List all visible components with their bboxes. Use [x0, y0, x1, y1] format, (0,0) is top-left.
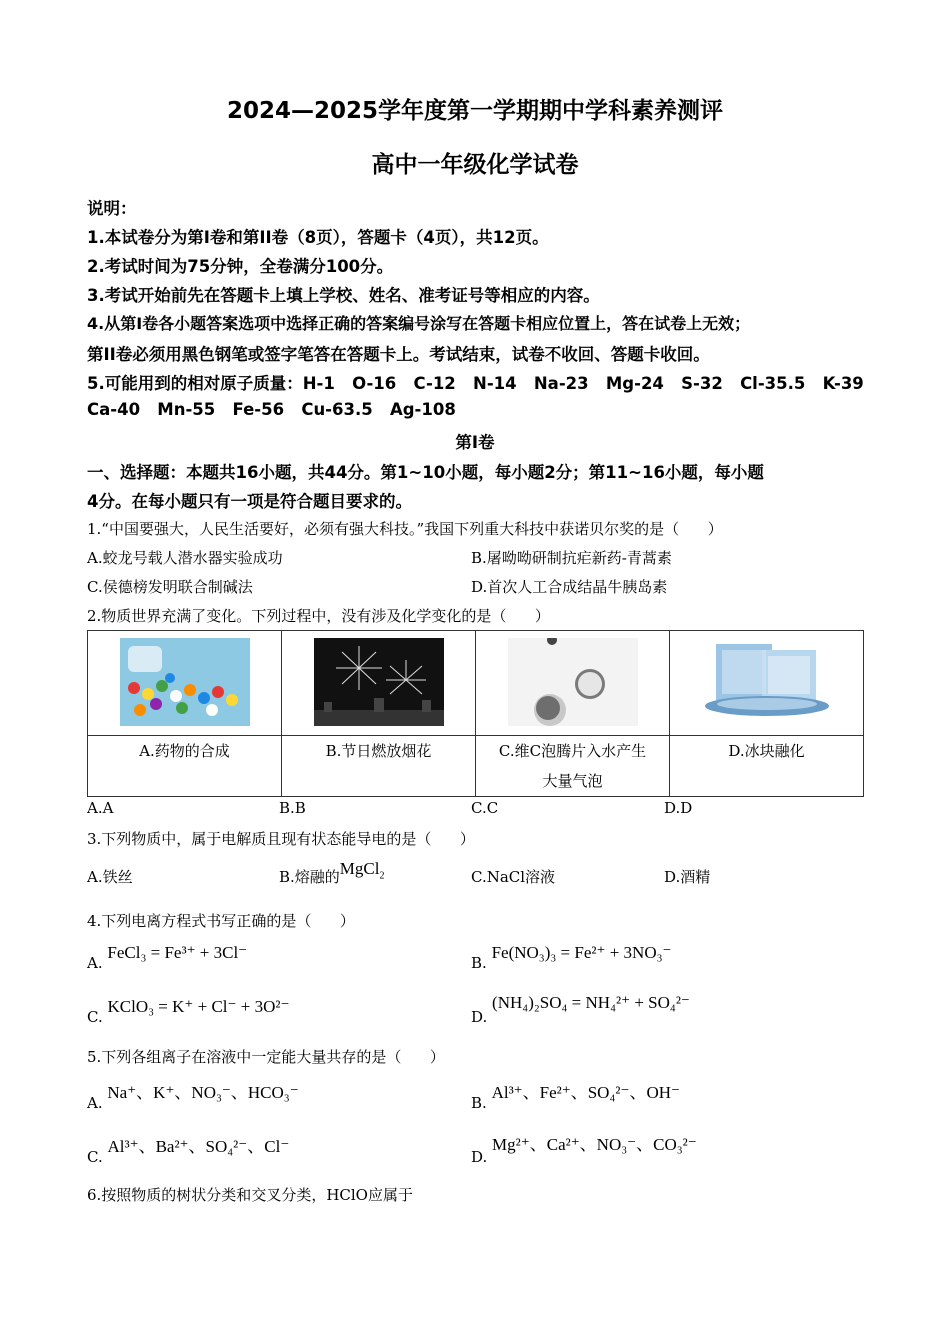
q4-option-a-label: A. — [87, 954, 103, 972]
image-cell-c — [476, 631, 670, 736]
q4-option-b-formula: Fe(NO₃)₃ = Fe²⁺ + 3NO₃⁻ — [491, 943, 672, 962]
note-item: 2.考试时间为75分钟，全卷满分100分。 — [87, 257, 394, 276]
q2-option-a: A.A — [87, 799, 114, 817]
caption-c-line1: C.维C泡腾片入水产生 — [498, 742, 647, 760]
note-item: 1.本试卷分为第I卷和第II卷（8页），答题卡（4页），共12页。 — [87, 228, 549, 247]
caption-a: A.药物的合成 — [88, 736, 282, 797]
q3-option-b-text: B.熔融的 — [279, 868, 340, 886]
q2-option-c: C.C — [471, 799, 499, 817]
image-cell-d — [670, 631, 864, 736]
q5-option-a-formula: Na⁺、K⁺、NO₃⁻、HCO₃⁻ — [107, 1083, 299, 1102]
image-cell-b — [282, 631, 476, 736]
notes-label: 说明： — [87, 199, 137, 218]
note-item: 4.从第I卷各小题答案选项中选择正确的答案编号涂写在答题卡相应位置上，答在试卷上无效； — [87, 314, 751, 333]
part1-heading: 第I卷 — [455, 433, 495, 452]
q4-option-a — [87, 943, 248, 972]
formula-text: MgCl — [339, 859, 380, 878]
q5-option-b-formula: Al³⁺、Fe²⁺、SO₄²⁻、OH⁻ — [491, 1083, 680, 1102]
q6-stem: 6.按照物质的树状分类和交叉分类，HClO应属于 — [87, 1186, 413, 1204]
q4-option-b — [471, 943, 672, 972]
q4-option-c-label: C. — [87, 1008, 103, 1026]
q5-option-d — [471, 1130, 697, 1166]
q5-option-a — [87, 1078, 299, 1112]
q1-option-d: D.首次人工合成结晶牛胰岛素 — [471, 578, 668, 596]
q4-option-d — [471, 993, 690, 1026]
q2-stem: 2.物质世界充满了变化。下列过程中，没有涉及化学变化的是（ ） — [87, 607, 550, 625]
q5-option-c — [87, 1132, 290, 1166]
caption-c-line2: 大量气泡 — [542, 772, 603, 790]
note-item: Ca-40 Mn-55 Fe-56 Cu-63.5 Ag-108 — [87, 400, 456, 419]
q4-option-d-label: D. — [471, 1008, 488, 1026]
q5-option-c-label: C. — [87, 1148, 103, 1166]
q4-option-c — [87, 997, 290, 1026]
section-instructions: 4分。在每小题只有一项是符合题目要求的。 — [87, 492, 412, 511]
q1-option-c: C.侯德榜发明联合制碱法 — [87, 578, 253, 596]
effervescent-tablet-image — [508, 638, 638, 726]
formula-subscript: 2 — [379, 870, 385, 882]
q2-option-d: D.D — [664, 799, 693, 817]
q3-option-b-formula — [339, 859, 385, 882]
q3-option-b — [279, 858, 385, 886]
caption-d: D.冰块融化 — [670, 736, 864, 797]
q4-option-a-formula: FeCl₃ = Fe³⁺ + 3Cl⁻ — [107, 943, 248, 962]
section-instructions: 一、选择题：本题共16小题，共44分。第1~10小题，每小题2分；第11~16小题，每小题 — [87, 463, 764, 482]
q5-option-c-formula: Al³⁺、Ba²⁺、SO₄²⁻、Cl⁻ — [107, 1137, 290, 1156]
ice-cubes-image — [702, 638, 832, 726]
q1-option-b: B.屠呦呦研制抗疟新药-青蒿素 — [471, 549, 672, 567]
q5-option-d-label: D. — [471, 1148, 488, 1166]
pills-image — [120, 638, 250, 726]
fireworks-image — [314, 638, 444, 726]
q2-image-table — [87, 630, 864, 797]
q4-stem: 4.下列电离方程式书写正确的是（ ） — [87, 912, 355, 930]
q3-stem: 3.下列物质中，属于电解质且现有状态能导电的是（ ） — [87, 830, 475, 848]
q5-option-b-label: B. — [471, 1094, 487, 1112]
q3-option-c: C.NaCl溶液 — [471, 868, 556, 886]
q5-stem: 5.下列各组离子在溶液中一定能大量共存的是（ ） — [87, 1048, 445, 1066]
q1-stem: 1.“中国要强大，人民生活要好，必须有强大科技。”我国下列重大科技中获诺贝尔奖的是（ ） — [87, 520, 723, 538]
q3-option-d: D.酒精 — [664, 868, 711, 886]
q4-option-b-label: B. — [471, 954, 487, 972]
exam-title: 2024—2025学年度第一学期期中学科素养测评 — [226, 98, 724, 124]
q3-option-a: A.铁丝 — [87, 868, 133, 886]
q5-option-a-label: A. — [87, 1094, 103, 1112]
q5-option-b — [471, 1078, 680, 1112]
exam-subtitle: 高中一年级化学试卷 — [371, 152, 579, 178]
q4-option-c-formula: KClO₃ = K⁺ + Cl⁻ + 3O²⁻ — [107, 997, 290, 1016]
q1-option-a: A.蛟龙号载人潜水器实验成功 — [87, 549, 283, 567]
note-item: 5.可能用到的相对原子质量：H-1 O-16 C-12 N-14 Na-23 Mg-24 S-32 Cl-35.5 K-39 — [87, 374, 864, 393]
note-item: 第II卷必须用黑色钢笔或签字笔答在答题卡上。考试结束，试卷不收回、答题卡收回。 — [87, 345, 710, 364]
q5-option-d-formula: Mg²⁺、Ca²⁺、NO₃⁻、CO₃²⁻ — [492, 1135, 697, 1154]
q4-option-d-formula: (NH₄)₂SO₄ = NH₄²⁺ + SO₄²⁻ — [492, 993, 690, 1012]
caption-b: B.节日燃放烟花 — [282, 736, 476, 797]
note-item: 3.考试开始前先在答题卡上填上学校、姓名、准考证号等相应的内容。 — [87, 286, 600, 305]
q2-option-b: B.B — [279, 799, 306, 817]
image-cell-a — [88, 631, 282, 736]
caption-c — [476, 736, 670, 797]
